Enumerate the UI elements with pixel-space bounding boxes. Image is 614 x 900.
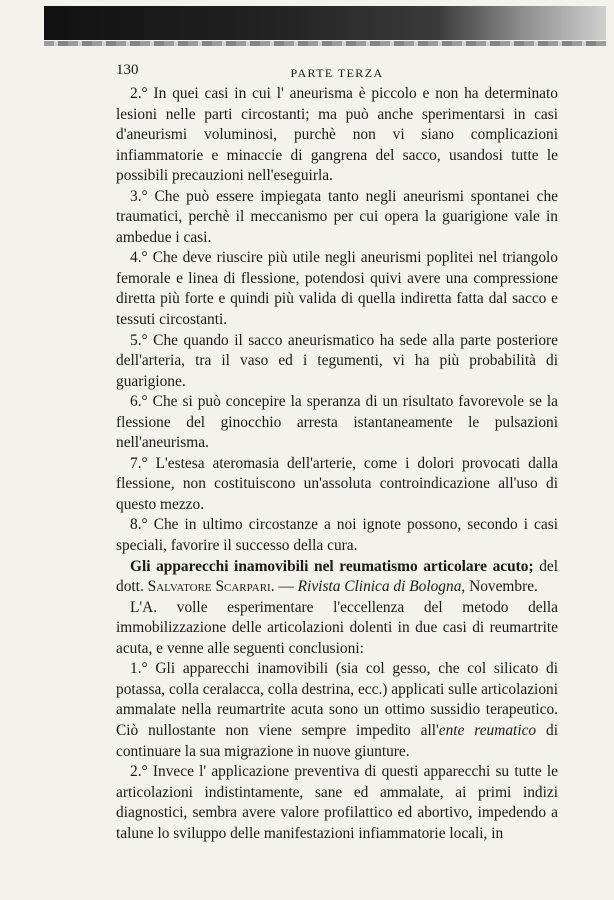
scan-border: [44, 6, 606, 40]
page-number: 130: [116, 62, 139, 78]
article-title: Gli apparecchi inamovibili nel reumatismo articolare acuto;: [130, 557, 534, 575]
item-8: 8.° Che in ultimo circostanze a noi ignote possono, secondo i casi speciali, favorire il successo della cura.: [116, 516, 558, 555]
article-intro: L'A. volle esperimentare l'eccellenza del metodo della immobilizzazione delle articolazioni dolenti in due casi di reumartrite acuta, e venne alle seguenti conclusioni:: [116, 598, 558, 657]
book-page: [116, 60, 558, 844]
page-header: [116, 60, 558, 84]
conclusion-1-text: 1.° Gli apparecchi inamovibili (sia col gesso, che col silicato di potassa, colla ceralacca, colla destrina, ecc.) applicati sulle articolazioni ammalate nella reumartrite acuta sono un ottimo sussidio terapeutico. Ciò nullostante non viene sempre impedito all': [116, 660, 558, 739]
conclusion-1-italic: ente reumatico: [438, 721, 537, 739]
item-3: 3.° Che può essere impiegata tanto negli aneurismi spontanei che traumatici, perchè il meccanismo per cui opera la guarigione vale in ambedue i casi.: [116, 187, 558, 246]
article-byline: del dott.: [116, 557, 558, 596]
item-7: 7.° L'estesa ateromasia dell'arterie, come i dolori provocati dalla flessione, non costituiscono un'assoluta controindicazione all'uso di questo mezzo.: [116, 454, 558, 513]
article-author: Salvatore Scarpari.: [147, 578, 275, 596]
conclusion-2: 2.° Invece l' applicazione preventiva di questi apparecchi su tutte le articolazioni indistintamente, sane ed ammalate, ai primi indizi diagnostici, sembra avere valore profilattico ed abortivo, impedendo a talune lo sviluppo delle manifestazioni infiammatorie locali, in: [116, 763, 558, 842]
article-journal: Rivista Clinica di Bologna: [297, 578, 462, 596]
item-4: 4.° Che deve riuscire più utile negli aneurismi poplitei nel triangolo femorale e linea di flessione, potendosi quivi avere una compressione diretta più forte e quindi più valida di quella indiretta fatta dal sacco e tessuti circostanti.: [116, 249, 558, 329]
running-head: PARTE TERZA: [290, 66, 384, 80]
item-6: 6.° Che si può concepire la speranza di un risultato favorevole se la flessione del ginocchio arresta istantaneamente le pulsazioni nell'aneurisma.: [116, 393, 558, 452]
conclusion-1: [116, 659, 558, 762]
article-date: , Novembre.: [461, 578, 538, 596]
article-heading: [116, 557, 558, 598]
item-5: 5.° Che quando il sacco aneurismatico ha sede alla parte posteriore dell'arteria, tra il vaso ed i tegumenti, vi ha più probabilità di guarigione.: [116, 331, 558, 390]
item-2: 2.° In quei casi in cui l' aneurisma è piccolo e non ha determinato lesioni nelle parti circostanti; ma può anche sperimentarsi in casi d'aneurismi voluminosi, purchè non vi siano complicazioni infiammatorie e minaccie di gangrena del sacco, usandosi tutte le possibili precauzioni nell'eseguirla.: [116, 85, 558, 185]
article-dash: —: [274, 578, 298, 596]
conclusion-1-end: di continuare la sua migrazione in nuove giunture.: [116, 721, 558, 760]
